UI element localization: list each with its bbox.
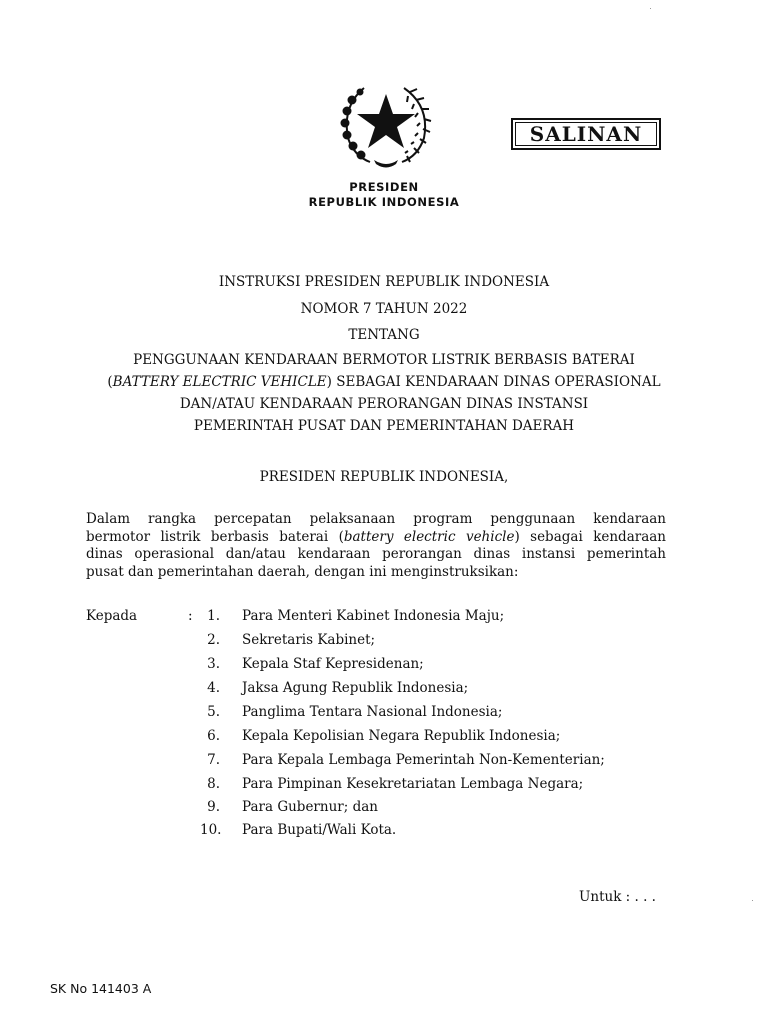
about-label: TENTANG — [348, 327, 420, 343]
preamble-line-1: Dalam rangka percepatan pelaksanaan program penggunaan kendaraan — [86, 511, 666, 527]
title-line-1: PENGGUNAAN KENDARAAN BERMOTOR LISTRIK BERBASIS BATERAI — [133, 352, 635, 368]
scan-speck — [752, 900, 753, 901]
institution-line-1: PRESIDEN — [349, 180, 419, 194]
title-line-4: PEMERINTAH PUSAT DAN PEMERINTAHAN DAERAH — [193, 418, 575, 434]
document-number: NOMOR 7 TAHUN 2022 — [300, 301, 468, 317]
salinan-label: SALINAN — [529, 122, 643, 146]
scan-speck — [650, 8, 651, 9]
serial-number: SK No 141403 A — [50, 981, 152, 996]
addressee-label: Kepada — [86, 608, 138, 624]
title-line-3: DAN/ATAU KENDARAAN PERORANGAN DINAS INSTANSI — [179, 396, 589, 412]
preamble-line-2: bermotor listrik berbasis baterai (battery electric vehicle) sebagai kendaraan — [86, 528, 666, 545]
salinan-stamp — [511, 118, 661, 150]
preamble-line-3: dinas operasional dan/atau kendaraan perorangan dinas instansi pemerintah — [86, 546, 666, 562]
title-line-2: (BATTERY ELECTRIC VEHICLE) SEBAGAI KENDARAAN DINAS OPERASIONAL — [107, 374, 661, 390]
addressee-colon: : — [188, 608, 193, 624]
document-type: INSTRUKSI PRESIDEN REPUBLIK INDONESIA — [218, 274, 550, 290]
preamble-paragraph — [86, 511, 666, 581]
preamble-line-4: pusat dan pemerintahan daerah, dengan ini menginstruksikan: — [86, 563, 519, 580]
institution-line-2: REPUBLIK INDONESIA — [308, 195, 460, 209]
issuer: PRESIDEN REPUBLIK INDONESIA, — [259, 469, 509, 485]
continuation-marker: Untuk : . . . — [579, 889, 656, 905]
presidential-seal-icon — [334, 78, 438, 172]
